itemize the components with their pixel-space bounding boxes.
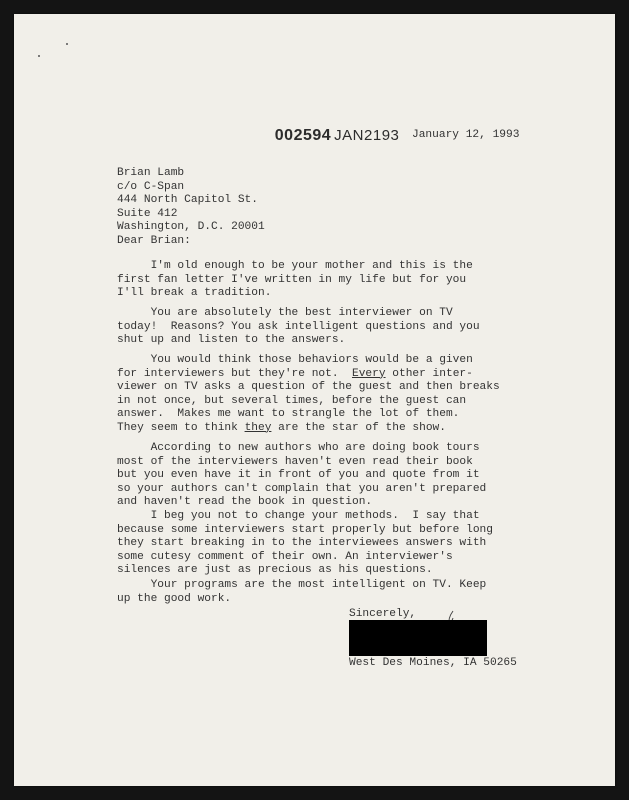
address-line: 444 North Capitol St.: [117, 194, 258, 206]
letter-date: January 12, 1993: [412, 129, 520, 141]
text-line: but you even have it in front of you and quote from it: [117, 469, 480, 481]
address-line: Brian Lamb: [117, 167, 185, 179]
paragraph-4: [117, 442, 486, 510]
text-line: they start breaking in to the interviewees answers with: [117, 537, 487, 549]
text-line: shut up and listen to the answers.: [117, 334, 346, 346]
sender-location: West Des Moines, IA 50265: [349, 657, 517, 669]
redaction-bar: [349, 620, 487, 656]
text-line: first fan letter I've written in my life but for you: [117, 273, 467, 286]
text-line: According to new authors who are doing book tours: [117, 442, 480, 454]
text-line: because some interviewers start properly but before long: [117, 523, 493, 536]
text-line: most of the interviewers haven't even read their book: [117, 455, 473, 468]
text-line: for interviewers but they're not. Every other inter-: [117, 367, 473, 380]
text-line: They seem to think they are the star of the show.: [117, 421, 446, 434]
address-line: Washington, D.C. 20001: [117, 221, 265, 233]
text-line: today! Reasons? You ask intelligent questions and you: [117, 320, 480, 333]
text-line: answer. Makes me want to strangle the lot of them.: [117, 408, 460, 420]
text-line: silences are just as precious as his questions.: [117, 564, 433, 576]
text-line: and haven't read the book in question.: [117, 496, 373, 508]
underlined-word: Every: [351, 367, 386, 380]
paper-speck: [38, 55, 40, 57]
underlined-word: they: [244, 421, 272, 434]
address-line: c/o C-Span: [117, 180, 185, 193]
text-line: I beg you not to change your methods. I say that: [117, 510, 480, 522]
closing: Sincerely,: [349, 608, 417, 620]
paragraph-6: [117, 579, 486, 606]
text-line: I'm old enough to be your mother and this is the: [117, 260, 473, 272]
text-line: You are absolutely the best interviewer on TV: [117, 307, 453, 319]
paragraph-3: [117, 354, 500, 435]
address-line: Suite 412: [117, 207, 178, 220]
paragraph-5: [117, 510, 493, 578]
recipient-address: [117, 167, 265, 235]
paper-speck: [66, 43, 68, 45]
stamp-date: JAN2193: [334, 126, 400, 144]
text-line: in not once, but several times, before the guest can: [117, 394, 467, 407]
text-line: You would think those behaviors would be a given: [117, 354, 473, 366]
stamp-number: 002594: [274, 126, 332, 144]
salutation: Dear Brian:: [117, 235, 191, 247]
text-line: some cutesy comment of their own. An interviewer's: [117, 550, 453, 563]
text-line: viewer on TV asks a question of the guest and then breaks: [117, 381, 500, 393]
paragraph-1: [117, 260, 473, 301]
received-stamp: [255, 115, 399, 156]
text-line: up the good work.: [117, 592, 232, 605]
paragraph-2: [117, 307, 480, 348]
letter-page: [14, 14, 615, 786]
text-line: I'll break a tradition.: [117, 287, 272, 299]
text-line: so your authors can't complain that you aren't prepared: [117, 482, 487, 495]
text-line: Your programs are the most intelligent on TV. Keep: [117, 579, 487, 591]
